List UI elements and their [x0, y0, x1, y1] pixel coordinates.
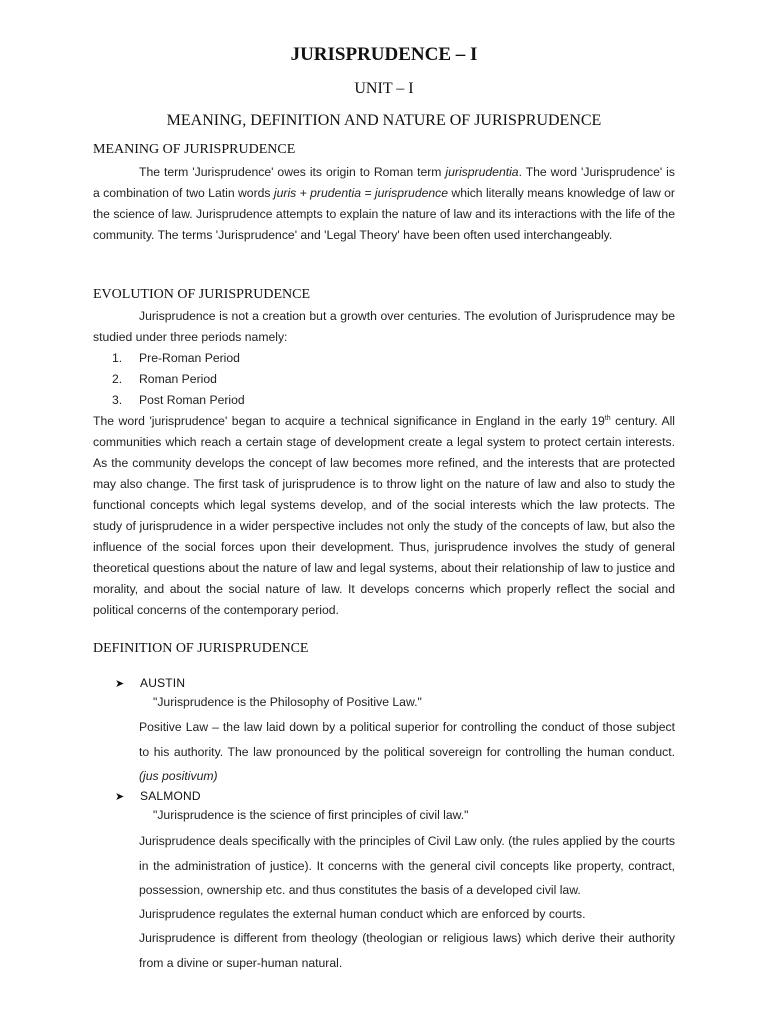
arrowhead-bullet-icon: ➤ [115, 791, 125, 803]
salmond-explanation-1: Jurisprudence deals specifically with the principles of Civil Law only. (the rules applied by the courts in the administration of justice). It concerns with the general civil concepts like property, contract, possession, ownership etc. and thus constitutes the basis of a developed civil law. [139, 834, 675, 897]
definition-item-austin [115, 676, 185, 690]
evolution-intro: Jurisprudence is not a creation but a growth over centuries. The evolution of Jurisprudence may be studied under three periods namely: [93, 309, 675, 344]
evolution-paragraph [93, 411, 675, 621]
list-item [112, 369, 245, 390]
meaning-text-e: which literally means knowledge of law or the science of law. Jurisprudence attempts to explain the nature of law and its interactions with the life of the community. The terms 'Jurisprudence' and 'Legal Theory' have been often used interchangeably. [93, 186, 675, 242]
meaning-latin-formula: juris + prudentia = jurisprudence [273, 186, 449, 200]
ordinal-superscript: th [604, 414, 611, 422]
list-item [112, 348, 245, 369]
list-label: Roman Period [139, 372, 217, 386]
definition-item-salmond [115, 789, 201, 803]
austin-explanation [139, 715, 675, 789]
list-item [112, 390, 245, 411]
arrowhead-bullet-icon: ➤ [115, 678, 125, 690]
austin-text: Positive Law – the law laid down by a political superior for controlling the conduct of those subject to his authority. The law pronounced by the political sovereign for controlling the human conduct. [139, 720, 675, 759]
period-list [112, 348, 245, 411]
evolution-text-a: The word 'jurisprudence' began to acquire a technical significance in England in the early 19 [93, 414, 605, 428]
heading-definition: DEFINITION OF JURISPRUDENCE [93, 641, 309, 656]
author-name: SALMOND [140, 789, 201, 803]
meaning-text-c: . The word 'Jurisprudence' is a combination of two Latin words [93, 165, 675, 200]
meaning-term-latin: jurisprudentia [445, 165, 519, 179]
list-number: 3. [112, 393, 123, 407]
evolution-text-b: century. All communities which reach a certain stage of development create a legal system to protect certain interests. As the community develops the concept of law becomes more refined, and the interests that are protected may also change. The first task of jurisprudence is to throw light on the nature of law and also to study the functional concepts which legal systems develop, and of the social interests which the law protects. The study of jurisprudence in a wider perspective includes not only the study of the concepts of law, but also the influence of the social forces upon their development. Thus, jurisprudence involves the study of general theoretical questions about the nature of law and legal systems, about their relationship of law to justice and morality, and about the social nature of law. It develops concerns which properly reflect the social and political concerns of the contemporary period. [93, 414, 676, 617]
salmond-quote: "Jurisprudence is the science of first principles of civil law." [153, 808, 469, 822]
chapter-subtitle: MEANING, DEFINITION AND NATURE OF JURISPRUDENCE [166, 112, 602, 129]
meaning-text-a: The term 'Jurisprudence' owes its origin to Roman term [139, 165, 446, 179]
salmond-explanation-3: Jurisprudence is different from theology (theologian or religious laws) which derive their authority from a divine or super-human natural. [139, 931, 675, 970]
meaning-paragraph [93, 162, 675, 246]
list-label: Pre-Roman Period [139, 351, 240, 365]
author-name: AUSTIN [140, 676, 186, 690]
document-title: JURISPRUDENCE – I [290, 44, 478, 65]
list-number: 2. [112, 372, 123, 386]
list-number: 1. [112, 351, 123, 365]
list-label: Post Roman Period [139, 393, 245, 407]
austin-latin-term: (jus positivum) [139, 769, 218, 783]
heading-meaning: MEANING OF JURISPRUDENCE [93, 142, 296, 157]
salmond-explanation-2: Jurisprudence regulates the external human conduct which are enforced by courts. [139, 907, 586, 921]
heading-evolution: EVOLUTION OF JURISPRUDENCE [93, 287, 311, 302]
unit-title: UNIT – I [354, 80, 414, 97]
austin-quote: "Jurisprudence is the Philosophy of Positive Law." [153, 695, 422, 709]
